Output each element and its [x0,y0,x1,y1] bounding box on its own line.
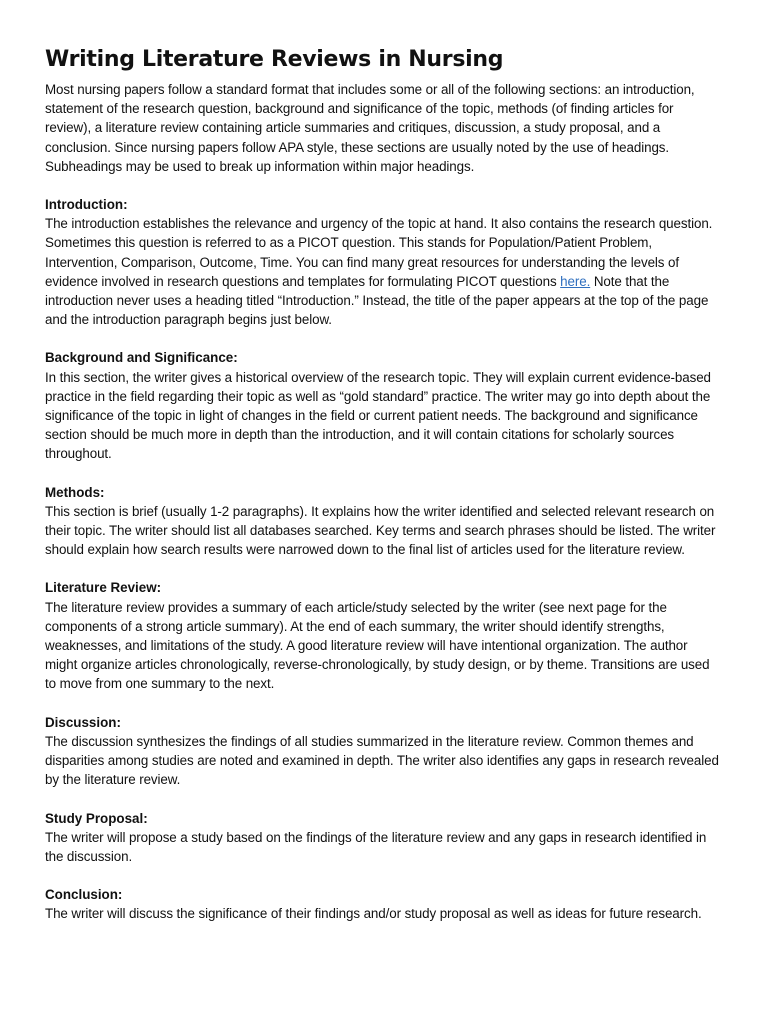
section-study-proposal [45,809,722,867]
section-heading-methods: Methods: [45,484,105,500]
section-discussion [45,713,722,790]
section-body-conclusion: The writer will discuss the significance of their findings and/or study proposal as well as ideas for future research. [45,906,702,922]
intro-paragraph: Most nursing papers follow a standard format that includes some or all of the following sections: an introduction, statement of the research question, background and significance of the topic, methods (of finding articles for review), a literature review containing article summaries and critiques, discussion, a study proposal, and a conclusion. Since nursing papers follow APA style, these sections are usually noted by the use of headings. Subheadings may be used to break up information within major headings. [45,82,695,174]
section-background [45,348,722,463]
section-conclusion [45,885,722,923]
section-heading-background: Background and Significance: [45,350,238,366]
introduction-text-before-link: The introduction establishes the relevance and urgency of the topic at hand. It also contains the research question. Sometimes this question is referred to as a PICOT question. This stands for Population/Patient Problem, Intervention, Comparison, Outcome, Time. You can find many great resources for understanding the levels of evidence involved in research questions and templates for formulating PICOT questions [45,216,713,289]
section-heading-introduction: Introduction: [45,197,128,213]
section-body-literature-review: The literature review provides a summary of each article/study selected by the writer (see next page for the components of a strong article summary). At the end of each summary, the writer should identify strengths, weaknesses, and limitations of the study. A good literature review will have intentional organization. The author might organize articles chronologically, reverse-chronologically, by study design, or by theme. Transitions are used to move from one summary to the next. [45,599,710,692]
page-title: Writing Literature Reviews in Nursing [45,47,504,72]
section-literature-review [45,578,722,693]
section-heading-discussion: Discussion: [45,714,121,730]
section-body-introduction [45,214,722,329]
section-body-study-proposal: The writer will propose a study based on the findings of the literature review and any gaps in research identified in the discussion. [45,829,707,864]
section-body-background: In this section, the writer gives a historical overview of the research topic. They will explain current evidence-based practice in the field regarding their topic as well as “gold standard” practice. The writer may go into depth about the significance of the topic in light of changes in the field or current patient needs. The background and significance section should be much more in depth than the introduction, and it will contain citations for scholarly sources throughout. [45,369,711,462]
section-methods [45,483,722,560]
section-introduction [45,195,722,329]
introduction-text-after-link: Note that the introduction never uses a heading titled “Introduction.” Instead, the title of the paper appears at the top of the page and the introduction paragraph begins just below. [45,273,709,328]
section-body-discussion: The discussion synthesizes the findings of all studies summarized in the literature review. Common themes and disparities among studies are noted and examined in depth. The writer also identifies any gaps in research revealed by the literature review. [45,733,719,788]
section-heading-conclusion: Conclusion: [45,887,123,903]
section-heading-study-proposal: Study Proposal: [45,810,148,826]
section-body-methods: This section is brief (usually 1-2 paragraphs). It explains how the writer identified and selected relevant research on their topic. The writer should list all databases searched. Key terms and search phrases should be listed. The writer should explain how search results were narrowed down to the final list of articles used for the literature review. [45,503,716,558]
section-heading-literature-review: Literature Review: [45,580,162,596]
picot-resources-link[interactable]: here. [560,273,591,289]
